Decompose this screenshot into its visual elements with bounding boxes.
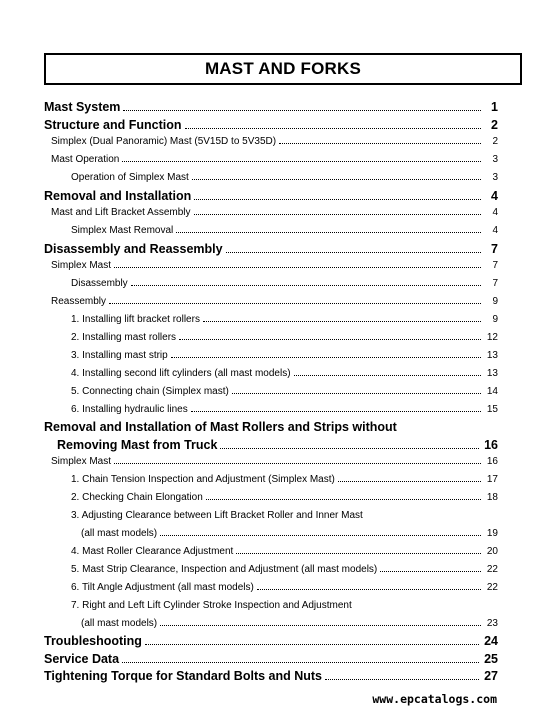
toc-leader bbox=[194, 199, 481, 200]
toc-entry-label: Service Data bbox=[44, 652, 120, 666]
toc-entry[interactable] bbox=[71, 225, 498, 236]
toc-leader bbox=[232, 393, 481, 394]
toc-leader bbox=[171, 357, 481, 358]
toc-leader bbox=[185, 128, 482, 129]
toc-page-number: 23 bbox=[486, 618, 498, 629]
toc-page-number: 9 bbox=[492, 314, 498, 325]
toc-entry-label: Operation of Simplex Mast bbox=[71, 172, 189, 183]
toc-leader bbox=[220, 448, 479, 449]
toc-page-number: 24 bbox=[484, 634, 498, 648]
toc-page-number: 2 bbox=[491, 118, 498, 132]
toc-entry[interactable] bbox=[51, 154, 498, 165]
toc-leader bbox=[114, 463, 481, 464]
toc-leader bbox=[294, 375, 481, 376]
toc-entry-label: Removal and Installation bbox=[44, 189, 192, 203]
toc-entry[interactable] bbox=[44, 118, 498, 132]
toc-page-number: 4 bbox=[491, 189, 498, 203]
toc-entry[interactable] bbox=[71, 350, 498, 361]
toc-leader bbox=[206, 499, 481, 500]
toc-leader bbox=[236, 553, 481, 554]
toc-entry-label: Simplex Mast Removal bbox=[71, 225, 174, 236]
toc-entry[interactable] bbox=[71, 474, 498, 485]
toc-entry-label: Disassembly and Reassembly bbox=[44, 242, 223, 256]
toc-leader bbox=[122, 662, 479, 663]
toc-entry-label: Simplex Mast bbox=[51, 260, 112, 271]
toc-entry[interactable] bbox=[51, 456, 498, 467]
toc-entry[interactable] bbox=[71, 332, 498, 343]
toc-leader bbox=[123, 110, 481, 111]
toc-entry[interactable] bbox=[51, 296, 498, 307]
toc-entry-label: Tightening Torque for Standard Bolts and Nuts bbox=[44, 669, 323, 683]
toc-entry[interactable] bbox=[71, 368, 498, 379]
toc-entry-label: 5. Connecting chain (Simplex mast) bbox=[71, 386, 229, 397]
toc-entry-label: 2. Installing mast rollers bbox=[71, 332, 177, 343]
toc-leader bbox=[279, 143, 481, 144]
toc-page-number: 16 bbox=[484, 438, 498, 452]
toc-page-number: 22 bbox=[486, 564, 498, 575]
toc-page-number: 9 bbox=[492, 296, 498, 307]
toc-entry[interactable] bbox=[71, 510, 498, 521]
footer-watermark-url[interactable]: www.epcatalogs.com bbox=[372, 692, 497, 706]
toc-entry-label: 6. Installing hydraulic lines bbox=[71, 404, 188, 415]
toc-entry[interactable] bbox=[71, 278, 498, 289]
toc-page-number: 4 bbox=[492, 207, 498, 218]
toc-page-number: 19 bbox=[486, 528, 498, 539]
toc-page-number: 22 bbox=[486, 582, 498, 593]
toc-entry[interactable] bbox=[71, 314, 498, 325]
toc-entry-label: Mast and Lift Bracket Assembly bbox=[51, 207, 191, 218]
toc-entry-label: Mast Operation bbox=[51, 154, 120, 165]
toc-page-number: 25 bbox=[484, 652, 498, 666]
toc-page-number: 18 bbox=[486, 492, 498, 503]
toc-entry[interactable] bbox=[71, 172, 498, 183]
toc-entry-label: (all mast models) bbox=[81, 618, 158, 629]
toc-entry[interactable] bbox=[51, 207, 498, 218]
toc-entry[interactable] bbox=[71, 582, 498, 593]
toc-entry-label: (all mast models) bbox=[81, 528, 158, 539]
toc-entry[interactable] bbox=[44, 100, 498, 114]
toc-entry-label: Removing Mast from Truck bbox=[57, 438, 218, 452]
toc-entry-label: 1. Chain Tension Inspection and Adjustment (Simplex Mast) bbox=[71, 474, 335, 485]
toc-entry[interactable] bbox=[44, 420, 498, 434]
toc-leader bbox=[122, 161, 481, 162]
toc-leader bbox=[203, 321, 481, 322]
toc-entry[interactable] bbox=[71, 564, 498, 575]
toc-page-number: 13 bbox=[486, 350, 498, 361]
toc-entry-label: 5. Mast Strip Clearance, Inspection and Adjustment (all mast models) bbox=[71, 564, 378, 575]
page-title: MAST AND FORKS bbox=[204, 59, 362, 78]
toc-entry[interactable] bbox=[71, 546, 498, 557]
toc-leader bbox=[131, 285, 481, 286]
toc-entry-label: Troubleshooting bbox=[44, 634, 142, 648]
toc-entry[interactable] bbox=[44, 189, 498, 203]
toc-entry[interactable] bbox=[44, 652, 498, 666]
toc-entry[interactable] bbox=[81, 528, 498, 539]
toc-entry-label: Simplex (Dual Panoramic) Mast (5V15D to 5V35D) bbox=[51, 136, 277, 147]
toc-entry-label: Disassembly bbox=[71, 278, 128, 289]
toc-entry[interactable] bbox=[71, 386, 498, 397]
toc-leader bbox=[325, 679, 479, 680]
toc-leader bbox=[192, 179, 481, 180]
toc-entry[interactable] bbox=[71, 600, 498, 611]
toc-leader bbox=[226, 252, 481, 253]
toc-entry-label: 2. Checking Chain Elongation bbox=[71, 492, 203, 503]
toc-entry[interactable] bbox=[51, 136, 498, 147]
toc-leader bbox=[380, 571, 481, 572]
toc-entry-label: Structure and Function bbox=[44, 118, 182, 132]
toc-entry[interactable] bbox=[44, 242, 498, 256]
toc-entry[interactable] bbox=[44, 634, 498, 648]
toc-page-number: 2 bbox=[492, 136, 498, 147]
toc-entry-label: 4. Installing second lift cylinders (all mast models) bbox=[71, 368, 291, 379]
toc-entry-label: Mast System bbox=[44, 100, 121, 114]
toc-leader bbox=[257, 589, 481, 590]
toc-page-number: 17 bbox=[486, 474, 498, 485]
toc-page-number: 12 bbox=[486, 332, 498, 343]
toc-page-number: 16 bbox=[486, 456, 498, 467]
toc-entry[interactable] bbox=[57, 438, 498, 452]
toc-leader bbox=[160, 535, 481, 536]
toc-page-number: 13 bbox=[486, 368, 498, 379]
toc-page-number: 20 bbox=[486, 546, 498, 557]
toc-leader bbox=[338, 481, 481, 482]
toc-page-number: 15 bbox=[486, 404, 498, 415]
toc-page-number: 27 bbox=[484, 669, 498, 683]
toc-entry[interactable] bbox=[44, 669, 498, 683]
toc-page-number: 3 bbox=[492, 154, 498, 165]
toc-leader bbox=[191, 411, 481, 412]
toc-leader bbox=[109, 303, 481, 304]
toc-page-number: 7 bbox=[492, 278, 498, 289]
toc-entry-label: 3. Installing mast strip bbox=[71, 350, 168, 361]
toc-entry-label: 1. Installing lift bracket rollers bbox=[71, 314, 200, 325]
toc-page-number: 7 bbox=[491, 242, 498, 256]
toc-leader bbox=[176, 232, 481, 233]
toc-entry[interactable] bbox=[51, 260, 498, 271]
toc-entry[interactable] bbox=[71, 492, 498, 503]
toc-entry-label: Removal and Installation of Mast Rollers and Strips without bbox=[44, 420, 397, 434]
toc-page-number: 7 bbox=[492, 260, 498, 271]
toc-leader bbox=[194, 214, 481, 215]
toc-entry-label: 6. Tilt Angle Adjustment (all mast models) bbox=[71, 582, 254, 593]
toc-page-number: 1 bbox=[491, 100, 498, 114]
toc-leader bbox=[114, 267, 481, 268]
toc-entry-label: Reassembly bbox=[51, 296, 107, 307]
toc-leader bbox=[145, 644, 479, 645]
toc-entry-label: Simplex Mast bbox=[51, 456, 112, 467]
toc-page-number: 14 bbox=[486, 386, 498, 397]
toc-entry-label: 4. Mast Roller Clearance Adjustment bbox=[71, 546, 234, 557]
toc-entry-label: 3. Adjusting Clearance between Lift Bracket Roller and Inner Mast bbox=[71, 510, 363, 521]
toc-entry[interactable] bbox=[71, 404, 498, 415]
toc-page-number: 4 bbox=[492, 225, 498, 236]
toc-page-number: 3 bbox=[492, 172, 498, 183]
toc-leader bbox=[160, 625, 481, 626]
toc-leader bbox=[179, 339, 481, 340]
toc-entry[interactable] bbox=[81, 618, 498, 629]
toc-entry-label: 7. Right and Left Lift Cylinder Stroke Inspection and Adjustment bbox=[71, 600, 352, 611]
